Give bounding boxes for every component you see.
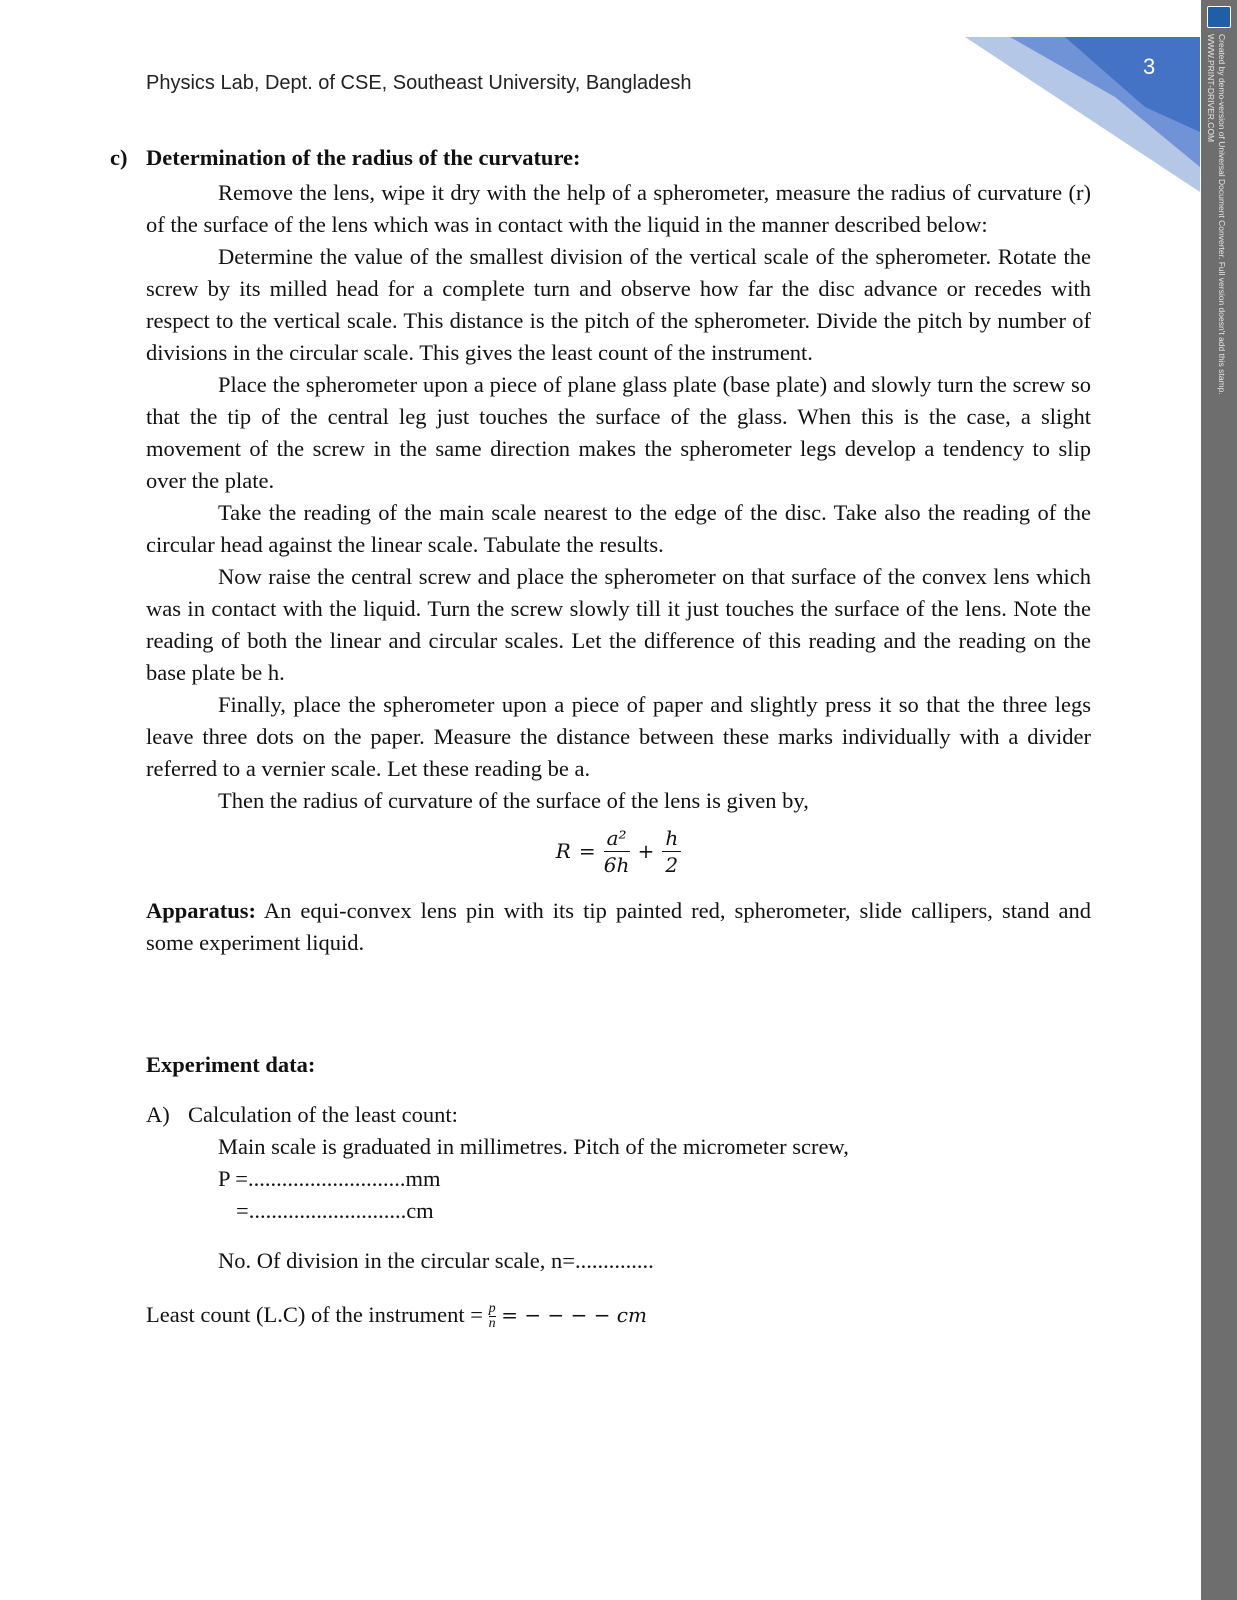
paragraph: Place the spherometer upon a piece of plane glass plate (base plate) and slowly turn the screw so that the tip of the central leg just touches the surface of the glass. When this is the case, a slight movement of the screw in the same direction makes the spherometer legs develop a tendency to slip over the plate. [146, 372, 1091, 493]
converter-logo-icon [1207, 6, 1231, 28]
least-count-formula: Least count (L.C) of the instrument = $\frac{p}{n}$ = − − − − cm [146, 1301, 647, 1332]
apparatus-paragraph: Apparatus: An equi-convex lens pin with its tip painted red, spherometer, slide callipers, stand and some experiment liquid. [146, 898, 1091, 955]
section-heading [110, 145, 581, 171]
divisions-line: No. Of division in the circular scale, n=.............. [218, 1248, 654, 1273]
watermark-text: Created by demo-version of Universal Document Converter. Full version doesn't add this stamp. WWW.PRINT-DRIVER.COM [1206, 34, 1227, 395]
scale-line: Main scale is graduated in millimetres. Pitch of the micrometer screw, [218, 1134, 849, 1159]
pitch-cm-line: =............................cm [236, 1198, 434, 1223]
section-label: c) [110, 145, 128, 170]
paragraph: Determine the value of the smallest division of the vertical scale of the spherometer. Rotate the screw by its milled head for a complete turn and observe how far the disc advance or recedes with respect to the vertical scale. This distance is the pitch of the spherometer. Divide the pitch by number of divisions in the circular scale. This gives the least count of the instrument. [146, 244, 1091, 365]
corner-decoration [965, 37, 1200, 197]
document-body [146, 177, 1091, 1331]
radius-formula: R = $\frac{\text{a²}}{6h}$ + $\frac{h}{2}$ [146, 819, 1091, 883]
paragraph: Then the radius of curvature of the surface of the lens is given by, [218, 788, 809, 813]
watermark-stamp [1201, 0, 1237, 1600]
paragraph: Take the reading of the main scale nearest to the edge of the disc. Take also the reading of the circular head against the linear scale. Tabulate the results. [146, 500, 1091, 557]
section-title: Determination of the radius of the curvature: [146, 145, 581, 170]
experiment-heading: Experiment data: [146, 1052, 316, 1077]
page-header: Physics Lab, Dept. of CSE, Southeast University, Bangladesh [146, 72, 692, 94]
pitch-mm-line: P =............................mm [218, 1166, 441, 1191]
page-number: 3 [1143, 54, 1156, 79]
least-count-item: A) Calculation of the least count: [146, 1102, 458, 1127]
paragraph: Now raise the central screw and place the spherometer on that surface of the convex lens which was in contact with the liquid. Turn the screw slowly till it just touches the surface of the lens. Note the reading of both the linear and circular scales. Let the difference of this reading and the reading on the base plate be h. [146, 564, 1091, 685]
paragraph: Remove the lens, wipe it dry with the help of a spherometer, measure the radius of curvature (r) of the surface of the lens which was in contact with the liquid in the manner described below: [146, 180, 1091, 237]
paragraph: Finally, place the spherometer upon a piece of paper and slightly press it so that the three legs leave three dots on the paper. Measure the distance between these marks individually with a divider referred to a vernier scale. Let these reading be a. [146, 692, 1091, 781]
